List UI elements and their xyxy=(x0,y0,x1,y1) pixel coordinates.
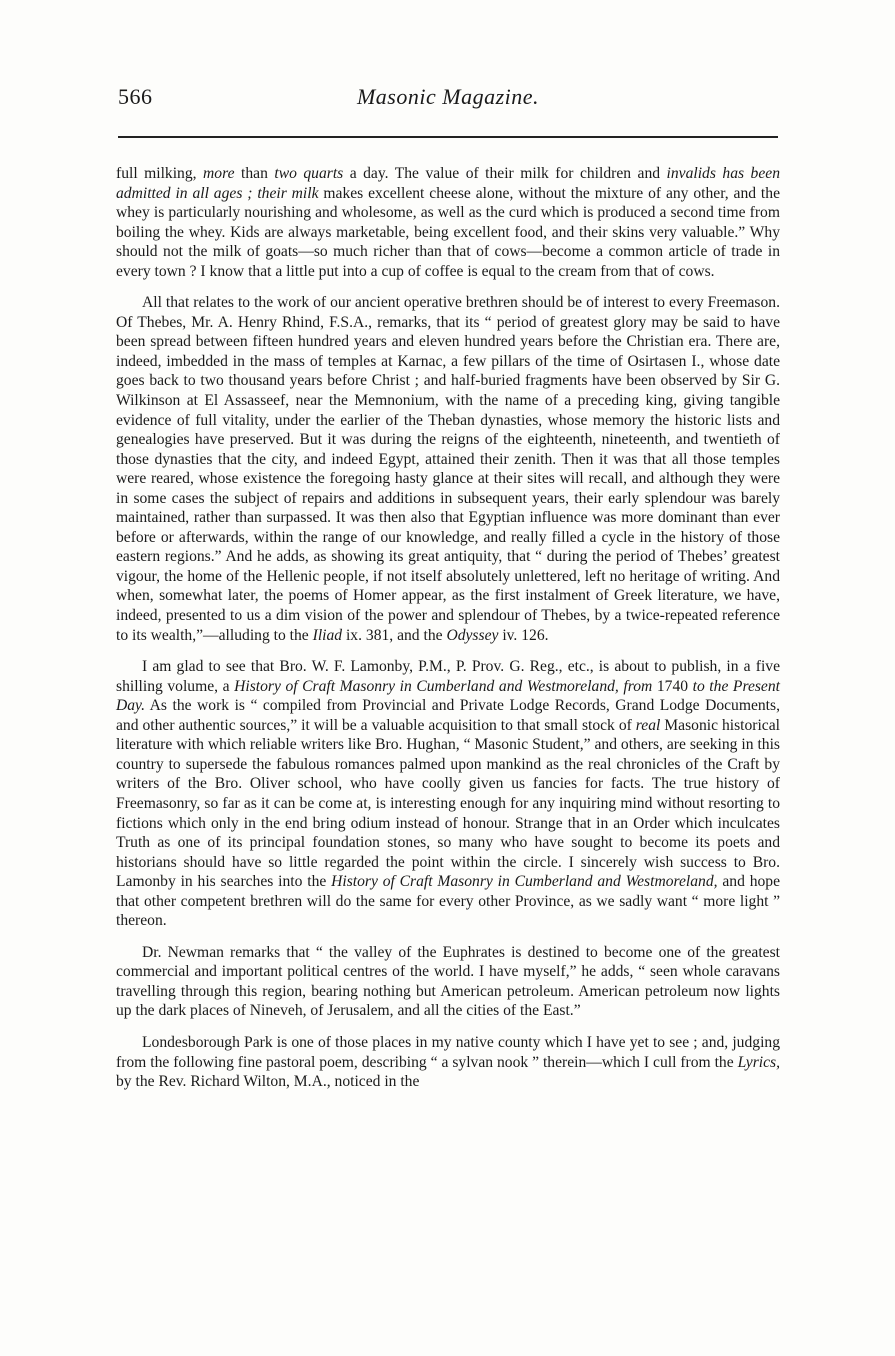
header-rule xyxy=(118,136,778,138)
paragraph-lamonby-history xyxy=(116,657,780,931)
text-run: iv. 126. xyxy=(498,626,549,644)
italic-text: Iliad xyxy=(312,626,343,644)
text-run: Dr. Newman remarks that “ the valley of the Euphrates is destined to become one of the greatest commercial and important political centres of the world. I have myself,” he adds, “ seen whole caravans travelling through this region, bearing nothing but American petroleum. American petroleum now lights up the dark places of Nineveh, of Jerusalem, and all the cities of the East.” xyxy=(116,943,780,1020)
italic-text: Lyrics, xyxy=(737,1053,780,1071)
italic-text: History of Craft Masonry in Cumberland and Westmoreland, from xyxy=(234,677,653,695)
italic-text: History of Craft Masonry in Cumberland and Westmoreland, xyxy=(331,873,718,891)
italic-text: Odyssey xyxy=(446,626,499,644)
text-run: full milking, xyxy=(116,165,204,182)
page-number: 566 xyxy=(118,84,153,109)
paragraph-thebes xyxy=(116,293,780,645)
text-run: and hope that other competent brethren will do the same for every other Province, as we sadly want “ more light ” thereon. xyxy=(116,873,781,930)
text-run: makes excellent cheese alone, without the mixture of any other, and the whey is particularly nourishing and wholesome, as well as the curd which is produced a second time from boiling the whey. Kids are always marketable, being excellent food, and their skins very valuable.” Why should not the milk of goats—so much richer than that of cows—become a common article of trade in every town ? I know that a little put into a cup of coffee is equal to the cream from that of cows. xyxy=(116,184,780,280)
text-run: As the work is “ compiled from Provincial and Private Lodge Records, Grand Lodge Documents, and other authentic sources,” it will be a valuable acquisition to that small stock of xyxy=(116,697,780,734)
italic-text: invalids has been admitted in all ages ; their milk xyxy=(116,165,780,202)
text-run: I am glad to see that Bro. W. F. Lamonby, P.M., P. Prov. G. Reg., etc., is about to publish, in a five shilling volume, a xyxy=(116,658,780,695)
italic-text: to the Present Day. xyxy=(116,677,780,715)
text-run: than xyxy=(234,165,275,182)
text-run: Masonic historical literature with which reliable writers like Bro. Hughan, “ Masonic Student,” and others, are seeking in this country to supersede the fabulous romances palmed upon mankind as the real chronicles of the Craft by writers of the Bro. Oliver school, who have coolly given us fancies for facts. The true history of Freemasonry, so far as it can be come at, is interesting enough for any inquiring mind without resorting to fictions which only in the end bring odium instead of honour. Strange that in an Order which inculcates Truth as one of its principal foundation stones, so many who have sought to become its poets and historians should have so little regarded the point within the circle. I sincerely wish success to Bro. Lamonby in his searches into the xyxy=(116,716,780,891)
paragraph-euphrates xyxy=(116,943,780,1021)
running-header xyxy=(118,84,778,114)
text-run: by the Rev. Richard Wilton, M.A., noticed in the xyxy=(116,1073,420,1091)
paragraph-londesborough-park xyxy=(116,1033,780,1092)
journal-title: Masonic Magazine. xyxy=(356,84,540,109)
text-run: All that relates to the work of our ancient operative brethren should be of interest to every Freemason. Of Thebes, Mr. A. Henry Rhind, F.S.A., remarks, that its “ period of greatest glory may be said to have been spread between fifteen hundred years and eleven hundred years before the Christian era. There are, indeed, imbedded in the mass of temples at Karnac, a few pillars of the time of Osirtasen I., whose date goes back to two thousand years before Christ ; and half-buried fragments have been observed by Sir G. Wilkinson at El Assasseef, near the Memnonium, with the name of a preceding king, giving tangible evidence of full vitality, under the earlier of the Theban dynasties, whose memory the historic lists and genealogies have preserved. But it was during the reigns of the eighteenth, nineteenth, and twentieth of those dynasties that the city, and indeed Egypt, attained their zenith. Then it was that all those temples were reared, whose existence the foregoing hasty glance at their sites will recall, and although they were in some cases the subject of repairs and additions in subsequent years, their early splendour was barely maintained, rather than surpassed. It was then also that Egyptian influence was more dominant than ever before or afterwards, within the range of our knowledge, and really filled a cycle in the history of those eastern regions.” And he adds, as showing its great antiquity, that “ during the period of Thebes’ greatest vigour, the home of the Hellenic people, if not itself absolutely unlettered, left no heritage of writing. And when, somewhat later, the poems of Homer appear, as the first instalment of Greek literature, we have, indeed, presented to us a dim vision of the power and splendour of Thebes, by a twice-repeated reference to its wealth,”—alluding to the xyxy=(116,294,780,644)
text-run: a day. The value of their milk for children and xyxy=(343,165,667,182)
article-body xyxy=(116,164,780,1104)
text-run: Londesborough Park is one of those places in my native county which I have yet to see ; and, judging from the following fine pastoral poem, describing “ a sylvan nook ” therein—which I cull from the xyxy=(116,1033,780,1071)
italic-text: more xyxy=(203,165,235,182)
text-run: 1740 xyxy=(652,677,693,695)
italic-text: real xyxy=(635,716,661,734)
paragraph-goats-milk xyxy=(116,164,780,281)
text-run: ix. 381, and the xyxy=(342,626,447,644)
italic-text: two quarts xyxy=(274,165,344,182)
